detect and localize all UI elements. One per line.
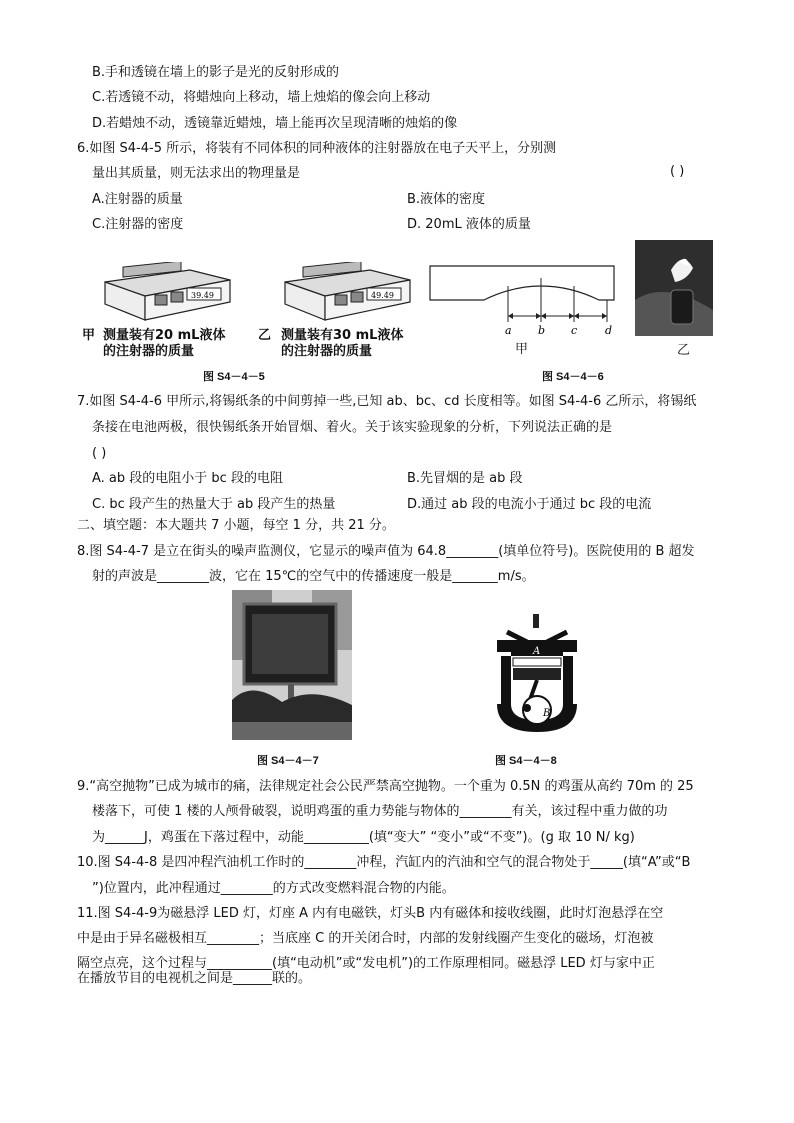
q9-line2: 楼落下，可使 1 楼的人颅骨破裂，说明鸡蛋的重力势能与物体的________有关，该过程中重力做的功 [92, 804, 668, 819]
q7-stem-line1: 7.如图 S4-4-6 甲所示,将锡纸条的中间剪掉一些,已知 ab、bc、cd 长度相等。如图 S4-4-6 乙所示，将锡纸 [77, 394, 697, 409]
q6-stem-line1: 6.如图 S4-4-5 所示，将装有不同体积的同种液体的注射器放在电子天平上，分别测 [77, 141, 557, 156]
q9-line1: 9.“高空抛物”已成为城市的痛，法律规定社会公民严禁高空抛物。一个重为 0.5N 的鸡蛋从高约 70m 的 25 [77, 779, 694, 794]
q7-stem-line2: 条接在电池两极，很快锡纸条开始冒烟、着火。关于该实验现象的分析，下列说法正确的是 [92, 420, 613, 435]
noise-monitor-photo [232, 590, 352, 740]
fig7-caption: 图 S4－4－7 [257, 755, 319, 767]
q11-line4: 在播放节目的电视机之间是______联的。 [77, 971, 312, 986]
q6-answer-paren: ( ) [670, 164, 685, 179]
q7-option-b: B.先冒烟的是 ab 段 [407, 471, 523, 486]
fig5-left-tag: 甲 [82, 328, 96, 343]
burning-tinfoil-photo [635, 240, 713, 336]
q10-line1: 10.图 S4-4-8 是四冲程汽油机工作时的________冲程，汽缸内的汽油和空气的混合物处于_____(填“A”或“B [77, 855, 691, 870]
fig6-yi-label: 乙 [677, 343, 691, 358]
q6-option-d: D. 20mL 液体的质量 [407, 217, 531, 232]
q11-line2: 中是由于异名磁极相互________；当底座 C 的开关闭合时，内部的发射线圈产生变化的磁场，灯泡被 [77, 931, 654, 946]
q9-line3: 为______J，鸡蛋在下落过程中，动能__________(填“变大” “变小”或“不变”)。(g 取 10 N/ kg) [92, 830, 635, 845]
q6-stem-line2: 量出其质量，则无法求出的物理量是 [92, 166, 301, 181]
q5-option-d: D.若蜡烛不动，透镜靠近蜡烛，墙上能再次呈现清晰的烛焰的像 [92, 116, 458, 131]
q6-option-b: B.液体的密度 [407, 192, 486, 207]
scale-reading-left: 39.49 [191, 291, 214, 300]
q5-option-b: B.手和透镜在墙上的影子是光的反射形成的 [92, 65, 340, 80]
label-B: B [543, 708, 551, 719]
engine-cylinder-diagram [493, 612, 581, 734]
label-d: d [605, 324, 613, 337]
scale-illustration-left [95, 262, 235, 326]
fig8-caption: 图 S4－4－8 [495, 755, 557, 767]
q7-option-d: D.通过 ab 段的电流小于通过 bc 段的电流 [407, 497, 652, 512]
q7-option-a: A. ab 段的电阻小于 bc 段的电阻 [92, 471, 283, 486]
q7-option-c: C. bc 段产生的热量大于 ab 段产生的热量 [92, 497, 336, 512]
q5-option-c: C.若透镜不动，将蜡烛向上移动，墙上烛焰的像会向上移动 [92, 90, 431, 105]
q7-answer-paren: ( ) [92, 446, 107, 461]
q6-option-c: C.注射器的密度 [92, 217, 184, 232]
label-c: c [571, 324, 578, 337]
fig5-left-label-line2: 的注射器的质量 [103, 344, 195, 359]
scale-reading-right: 49.49 [371, 291, 394, 300]
fig6-jia-label: 甲 [515, 342, 529, 357]
section-2-header: 二、填空题：本大题共 7 小题，每空 1 分，共 21 分。 [77, 518, 395, 533]
q11-line3: 隔空点亮，这个过程与__________(填“电动机”或“发电机”)的工作原理相同。磁悬浮 LED 灯与家中正 [77, 956, 655, 971]
fig6-caption: 图 S4－4－6 [542, 371, 604, 383]
fig5-right-label-line2: 的注射器的质量 [281, 344, 373, 359]
q8-line2: 射的声波是________波，它在 15℃的空气中的传播速度一般是_______m/s。 [92, 569, 535, 584]
fig5-right-tag: 乙 [258, 328, 272, 343]
tinfoil-strip-diagram [425, 262, 625, 340]
q10-line2: ”)位置内，此冲程通过________的方式改变燃料混合物的内能。 [92, 881, 455, 896]
fig5-caption: 图 S4－4－5 [203, 371, 265, 383]
q11-line1: 11.图 S4-4-9为磁悬浮 LED 灯，灯座 A 内有电磁铁，灯头B 内有磁体和接收线圈，此时灯泡悬浮在空 [77, 906, 664, 921]
fig5-left-label-line1: 测量装有20 mL液体 [103, 328, 226, 343]
label-A: A [533, 646, 541, 657]
fig5-right-label-line1: 测量装有30 mL液体 [281, 328, 404, 343]
scale-illustration-right [275, 262, 415, 326]
q8-line1: 8.图 S4-4-7 是立在街头的噪声监测仪，它显示的噪声值为 64.8________(填单位符号)。医院使用的 B 超发 [77, 544, 695, 559]
label-a: a [505, 324, 512, 337]
q6-option-a: A.注射器的质量 [92, 192, 183, 207]
label-b: b [538, 324, 546, 337]
